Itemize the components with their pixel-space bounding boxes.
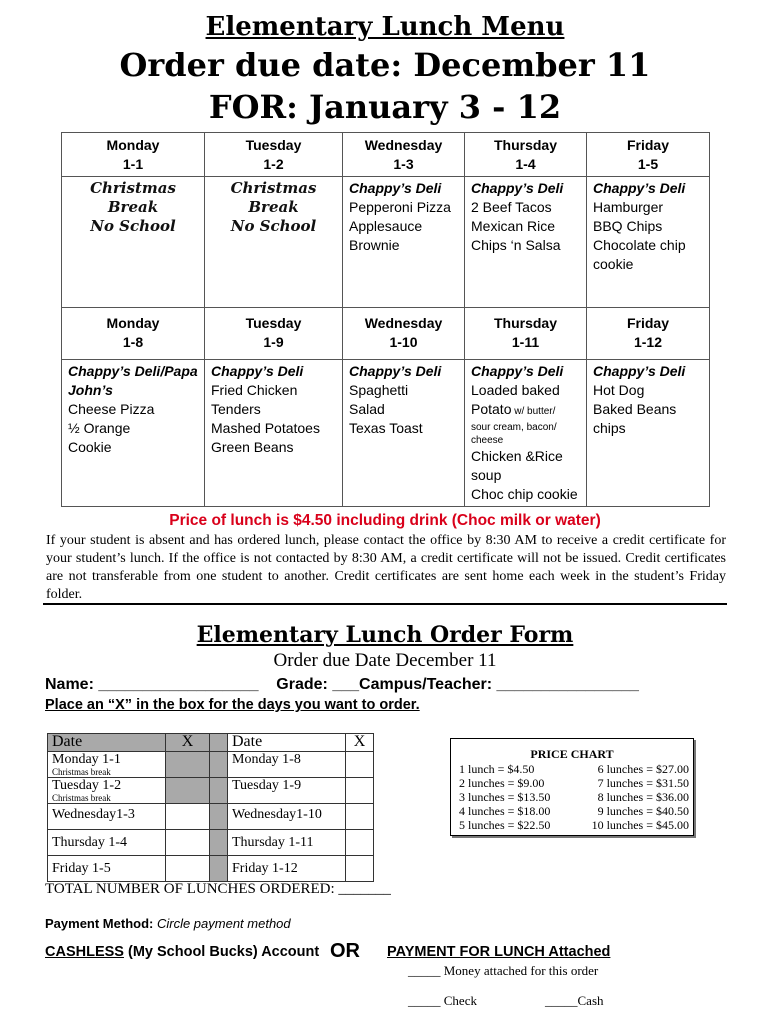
week2-tue-header: Tuesday 1-9 (205, 308, 343, 360)
price-chart-row: 2 lunches = $9.00 7 lunches = $31.50 (459, 776, 689, 790)
order-checkbox[interactable] (346, 830, 374, 856)
col-x-left: X (166, 734, 210, 752)
week1-tue-closed: Christmas Break No School (205, 177, 343, 308)
order-day-label: Tuesday 1-2 Christmas break (48, 778, 166, 804)
order-row (48, 856, 374, 882)
lunch-menu-table (61, 132, 710, 507)
payment-method-label: Payment Method: (45, 916, 154, 931)
week2-thu-header: Thursday 1-11 (465, 308, 587, 360)
cash-option[interactable]: _____Cash (545, 993, 604, 1008)
week1-menu-row (62, 177, 710, 308)
order-checkbox[interactable] (346, 778, 374, 804)
week1-wed-header: Wednesday 1-3 (343, 133, 465, 177)
price-chart-row: 4 lunches = $18.00 9 lunches = $40.50 (459, 804, 689, 818)
week2-wed-header: Wednesday 1-10 (343, 308, 465, 360)
or-separator: OR (330, 940, 360, 962)
payment-attached-option[interactable]: PAYMENT FOR LUNCH Attached (387, 944, 611, 960)
order-checkbox[interactable] (346, 752, 374, 778)
cashless-option[interactable] (45, 944, 319, 960)
week1-fri-menu: Chappy’s Deli Hamburger BBQ Chips Chocolate chip cookie (587, 177, 710, 308)
order-day-label: Thursday 1-11 (228, 830, 346, 856)
week1-wed-menu: Chappy’s Deli Pepperoni Pizza Applesauce Brownie (343, 177, 465, 308)
section-divider (43, 603, 727, 605)
menu-dates-heading: FOR: January 3 - 12 (208, 88, 562, 126)
order-row (48, 752, 374, 778)
week1-mon-closed: Christmas Break No School (62, 177, 205, 308)
order-day-label: Monday 1-8 (228, 752, 346, 778)
week2-fri-header: Friday 1-12 (587, 308, 710, 360)
order-day-label: Wednesday1-3 (48, 804, 166, 830)
student-info-line[interactable]: Name: __________________ Grade: ___Campus/Teacher: ________________ (45, 676, 639, 693)
column-divider (210, 778, 228, 804)
price-chart-row: 3 lunches = $13.50 8 lunches = $36.00 (459, 790, 689, 804)
price-chart (450, 738, 694, 836)
payment-method-line (45, 916, 291, 931)
week2-menu-row (62, 360, 710, 507)
price-chart-row: 5 lunches = $22.50 10 lunches = $45.00 (459, 818, 689, 832)
column-divider (210, 734, 228, 752)
week2-wed-menu: Chappy’s Deli Spaghetti Salad Texas Toast (343, 360, 465, 507)
order-checkbox[interactable] (166, 804, 210, 830)
order-day-label: Wednesday1-10 (228, 804, 346, 830)
order-selection-table (47, 733, 374, 882)
money-attached-line[interactable]: _____ Money attached for this order (408, 963, 599, 978)
week1-fri-header: Friday 1-5 (587, 133, 710, 177)
order-form-title: Elementary Lunch Order Form (196, 622, 574, 648)
week2-mon-header: Monday 1-8 (62, 308, 205, 360)
order-day-label: Monday 1-1 Christmas break (48, 752, 166, 778)
column-divider (210, 804, 228, 830)
cashless-account-label: (My School Bucks) Account (123, 944, 320, 960)
order-row (48, 830, 374, 856)
price-chart-title: PRICE CHART (530, 747, 614, 761)
order-checkbox[interactable] (346, 804, 374, 830)
order-day-label: Thursday 1-4 (48, 830, 166, 856)
col-date-left: Date (48, 734, 166, 752)
order-day-label: Tuesday 1-9 (228, 778, 346, 804)
cashless-label: CASHLESS (45, 944, 124, 960)
week2-mon-menu: Chappy’s Deli/Papa John’s Cheese Pizza ½ Orange Cookie (62, 360, 205, 507)
order-instruction: Place an “X” in the box for the days you want to order. (45, 697, 420, 713)
check-option[interactable]: _____ Check (408, 993, 477, 1008)
order-checkbox[interactable] (346, 856, 374, 882)
order-box-disabled (166, 778, 210, 804)
order-checkbox[interactable] (166, 856, 210, 882)
week2-tue-menu: Chappy’s Deli Fried Chicken Tenders Mashed Potatoes Green Beans (205, 360, 343, 507)
absence-policy-text: If your student is absent and has ordered lunch, please contact the office by 8:30 AM to receive a credit certificate for your student’s lunch. If the office is not contacted by 8:30 AM, a credit certificate will not be issued. Credit certificates are not transferable from one student to another. Credit certificates are sent home each week in the student’s Friday folder. (46, 533, 726, 602)
menu-title: Elementary Lunch Menu (205, 12, 565, 42)
week2-header-row (62, 308, 710, 360)
week1-header-row (62, 133, 710, 177)
col-x-right: X (346, 734, 374, 752)
week1-thu-header: Thursday 1-4 (465, 133, 587, 177)
week1-mon-header: Monday 1-1 (62, 133, 205, 177)
week2-thu-menu: Chappy’s Deli Loaded baked Potato w/ butter/ sour cream, bacon/ cheese Chicken &Rice soup Choc chip cookie (465, 360, 587, 507)
order-box-disabled (166, 752, 210, 778)
week1-tue-header: Tuesday 1-2 (205, 133, 343, 177)
order-form-due: Order due Date December 11 (273, 650, 497, 671)
price-chart-row: 1 lunch = $4.50 6 lunches = $27.00 (459, 762, 689, 776)
column-divider (210, 856, 228, 882)
week2-fri-menu: Chappy’s Deli Hot Dog Baked Beans chips (587, 360, 710, 507)
order-row (48, 804, 374, 830)
column-divider (210, 830, 228, 856)
order-header-row (48, 734, 374, 752)
lunch-price-notice: Price of lunch is $4.50 including drink (Choc milk or water) (169, 512, 601, 529)
order-day-label: Friday 1-5 (48, 856, 166, 882)
order-checkbox[interactable] (166, 830, 210, 856)
order-day-label: Friday 1-12 (228, 856, 346, 882)
total-lunches-line[interactable]: TOTAL NUMBER OF LUNCHES ORDERED: _______ (45, 881, 391, 897)
payment-method-hint: Circle payment method (156, 916, 291, 931)
week1-thu-menu: Chappy’s Deli 2 Beef Tacos Mexican Rice Chips ‘n Salsa (465, 177, 587, 308)
order-row (48, 778, 374, 804)
col-date-right: Date (228, 734, 346, 752)
order-due-heading: Order due date: December 11 (119, 46, 651, 84)
column-divider (210, 752, 228, 778)
